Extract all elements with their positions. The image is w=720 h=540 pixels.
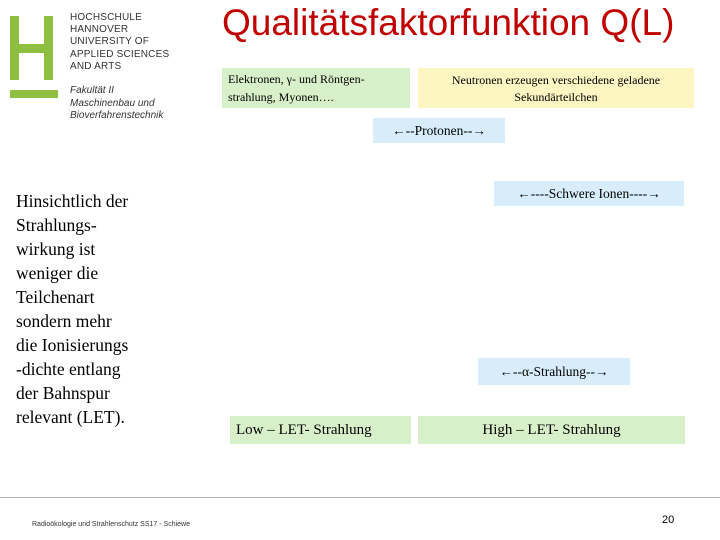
faculty-line: Fakultät II xyxy=(70,85,114,96)
text-line: der Bahnspur xyxy=(16,383,110,403)
university-logo-icon xyxy=(10,16,58,80)
text-line: Strahlungs- xyxy=(16,215,97,235)
logo-line: UNIVERSITY OF xyxy=(70,36,150,48)
logo-line: HOCHSCHULE xyxy=(70,12,143,23)
arrow-left-icon: ← xyxy=(499,364,513,379)
arrow-left-icon: ← xyxy=(517,186,531,201)
faculty-line: Bioverfahrenstechnik xyxy=(70,110,164,121)
text-line: die Ionisierungs xyxy=(16,335,129,355)
footer-text: Radioökologie und Strahlenschutz SS17 - Schiewe xyxy=(32,521,190,528)
high-let-box: High – LET- Strahlung xyxy=(418,416,685,444)
faculty-name xyxy=(70,85,163,123)
arrow-right-icon: → xyxy=(595,364,609,379)
text-line: relevant (LET). xyxy=(16,407,125,427)
arrow-left-icon: ← xyxy=(392,123,406,138)
slide-title: Qualitätsfaktorfunktion Q(L) xyxy=(222,2,675,43)
logo-bar xyxy=(10,90,58,98)
protons-box xyxy=(373,118,505,143)
text-line: -dichte entlang xyxy=(16,359,121,379)
page-number: 20 xyxy=(662,514,675,526)
faculty-line: Maschinenbau und xyxy=(70,97,155,109)
neutrons-box: Neutronen erzeugen verschiedene geladene Sekundärteilchen xyxy=(418,68,694,108)
alpha-label: --α-Strahlung-- xyxy=(512,364,596,379)
text-line: wirkung ist xyxy=(16,239,96,259)
text-line: Teilchenart xyxy=(16,287,95,307)
explanation-text xyxy=(16,189,216,429)
low-let-box: Low – LET- Strahlung xyxy=(230,416,411,444)
logo-line: AND ARTS xyxy=(70,60,122,72)
alpha-box xyxy=(478,358,630,385)
protons-label: --Protonen-- xyxy=(405,123,473,138)
arrow-right-icon: → xyxy=(472,123,486,138)
university-name xyxy=(70,12,169,73)
logo-line: HANNOVER xyxy=(70,24,129,36)
electrons-box: Elektronen, γ- und Röntgen-strahlung, Myonen…. xyxy=(222,68,410,108)
heavy-ions-label: ----Schwere Ionen---- xyxy=(530,186,648,201)
footer-divider xyxy=(0,497,720,498)
text-line: weniger die xyxy=(16,263,99,283)
text-line: sondern mehr xyxy=(16,311,112,331)
arrow-right-icon: → xyxy=(647,186,661,201)
heavy-ions-box xyxy=(494,181,684,206)
logo-line: APPLIED SCIENCES xyxy=(70,48,170,60)
text-line: Hinsichtlich der xyxy=(16,191,129,211)
